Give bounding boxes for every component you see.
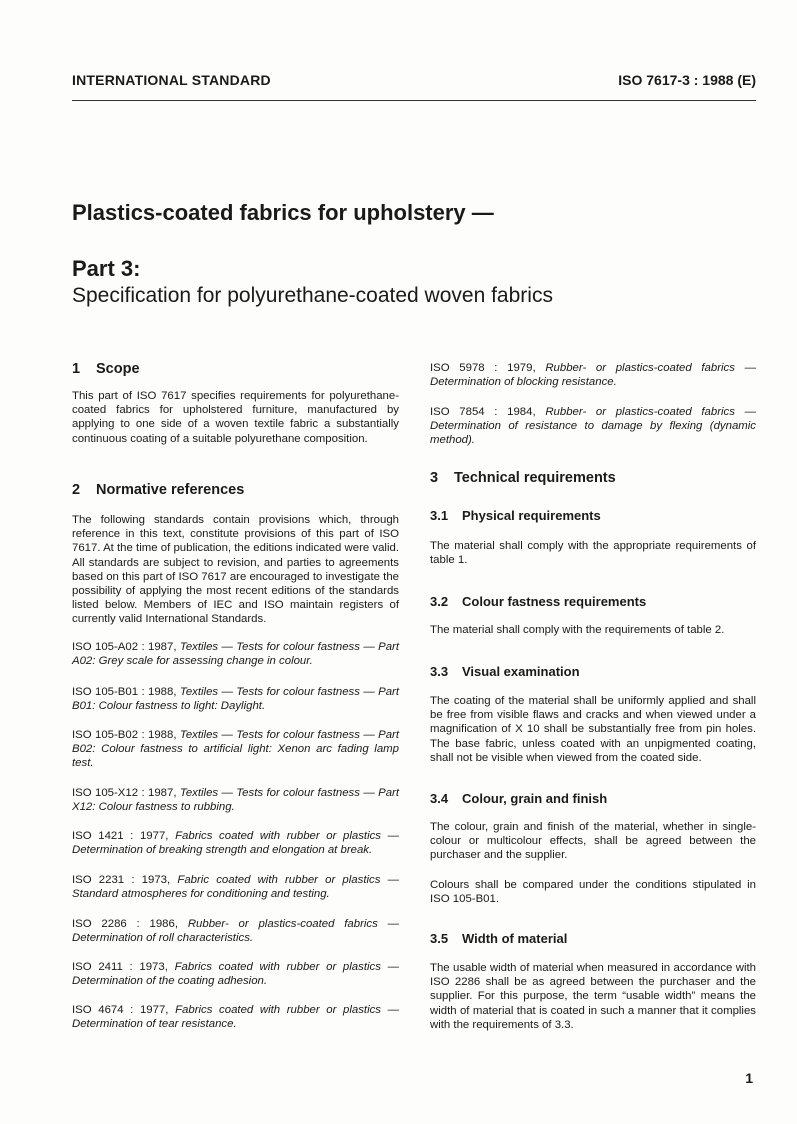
scope-text: This part of ISO 7617 specifies requirements for polyurethane-coated fabrics for upholstered furniture, manufactured by applying to one side of a woven textile fabric a substantially continuous coating of a suitable polyurethane composition. — [72, 390, 399, 445]
subsection-3-3: 3.3 Visual examination — [430, 664, 580, 679]
ref-item: ISO 105-B02 : 1988, Textiles — Tests for colour fastness — Part B02: Colour fastness to artificial light: Xenon arc fading lamp test. — [72, 729, 399, 770]
ref-item: ISO 2231 : 1973, Fabric coated with rubber or plastics — Standard atmospheres for conditioning and testing. — [72, 874, 399, 901]
header-standard-type: INTERNATIONAL STANDARD — [72, 72, 271, 88]
header-rule — [72, 100, 756, 101]
subsection-3-1: 3.1 Physical requirements — [430, 508, 601, 523]
ref-item: ISO 105-A02 : 1987, Textiles — Tests for colour fastness — Part A02: Grey scale for assessing change in colour. — [72, 641, 399, 668]
part-label: Part 3: — [72, 256, 141, 281]
subsection-text: The coating of the material shall be uniformly applied and shall be free from visible flaws and cracks and when viewed under a magnification of X 10 shall be substantially free from pin holes. The base fabric, unless coated with an unpigmented coating, shall not be visible when viewed from the coated side. — [430, 695, 756, 764]
subsection-text: The colour, grain and finish of the material, whether in single-colour or multicolour effects, shall be agreed between the purchaser and the supplier. — [430, 821, 756, 862]
subsection-3-5: 3.5 Width of material — [430, 931, 568, 946]
technical-heading: 3 Technical requirements — [430, 470, 616, 486]
ref-item: ISO 2286 : 1986, Rubber- or plastics-coated fabrics — Determination of roll characteristics. — [72, 918, 399, 945]
subsection-text: The usable width of material when measured in accordance with ISO 2286 shall be as agreed between the purchaser and the supplier. For this purpose, the term “usable width” means the width of material that is coated in such a manner that it complies with the requirements of 3.3. — [430, 962, 756, 1031]
ref-item: ISO 4674 : 1977, Fabrics coated with rubber or plastics — Determination of tear resistance. — [72, 1004, 399, 1031]
document-title: Plastics-coated fabrics for upholstery — — [72, 200, 494, 225]
ref-item: ISO 1421 : 1977, Fabrics coated with rubber or plastics — Determination of breaking strength and elongation at break. — [72, 830, 399, 857]
scope-heading: 1 Scope — [72, 361, 140, 377]
ref-item: ISO 7854 : 1984, Rubber- or plastics-coated fabrics — Determination of resistance to damage by flexing (dynamic method). — [430, 406, 756, 447]
ref-item: ISO 105-X12 : 1987, Textiles — Tests for colour fastness — Part X12: Colour fastness to rubbing. — [72, 787, 399, 814]
page-number: 1 — [745, 1070, 753, 1086]
normative-intro: The following standards contain provisions which, through reference in this text, constitute provisions of this part of ISO 7617. At the time of publication, the editions indicated were valid. All standards are subject to revision, and parties to agreements based on this part of ISO 7617 are encouraged to investigate the possibility of applying the most recent editions of the standards listed below. Members of IEC and ISO maintain registers of currently valid International Standards. — [72, 514, 399, 626]
ref-item: ISO 5978 : 1979, Rubber- or plastics-coated fabrics — Determination of blocking resistance. — [430, 362, 756, 389]
subsection-3-2: 3.2 Colour fastness requirements — [430, 594, 647, 609]
ref-item: ISO 2411 : 1973, Fabrics coated with rubber or plastics — Determination of the coating adhesion. — [72, 961, 400, 988]
ref-item: ISO 105-B01 : 1988, Textiles — Tests for colour fastness — Part B01: Colour fastness to light: Daylight. — [72, 686, 399, 713]
technical-section — [430, 471, 756, 485]
subsection-text: The material shall comply with the appropriate requirements of table 1. — [430, 540, 756, 567]
running-header — [72, 72, 756, 92]
document-subtitle: Specification for polyurethane-coated woven fabrics — [72, 284, 553, 307]
subsection-3-4: 3.4 Colour, grain and finish — [430, 791, 608, 806]
header-standard-number: ISO 7617-3 : 1988 (E) — [618, 72, 756, 88]
subsection-text: The material shall comply with the requirements of table 2. — [430, 624, 725, 636]
normative-section — [72, 483, 399, 497]
scope-section — [72, 362, 399, 376]
subsection-text: Colours shall be compared under the conditions stipulated in ISO 105-B01. — [430, 879, 756, 906]
normative-heading: 2 Normative references — [72, 482, 245, 498]
